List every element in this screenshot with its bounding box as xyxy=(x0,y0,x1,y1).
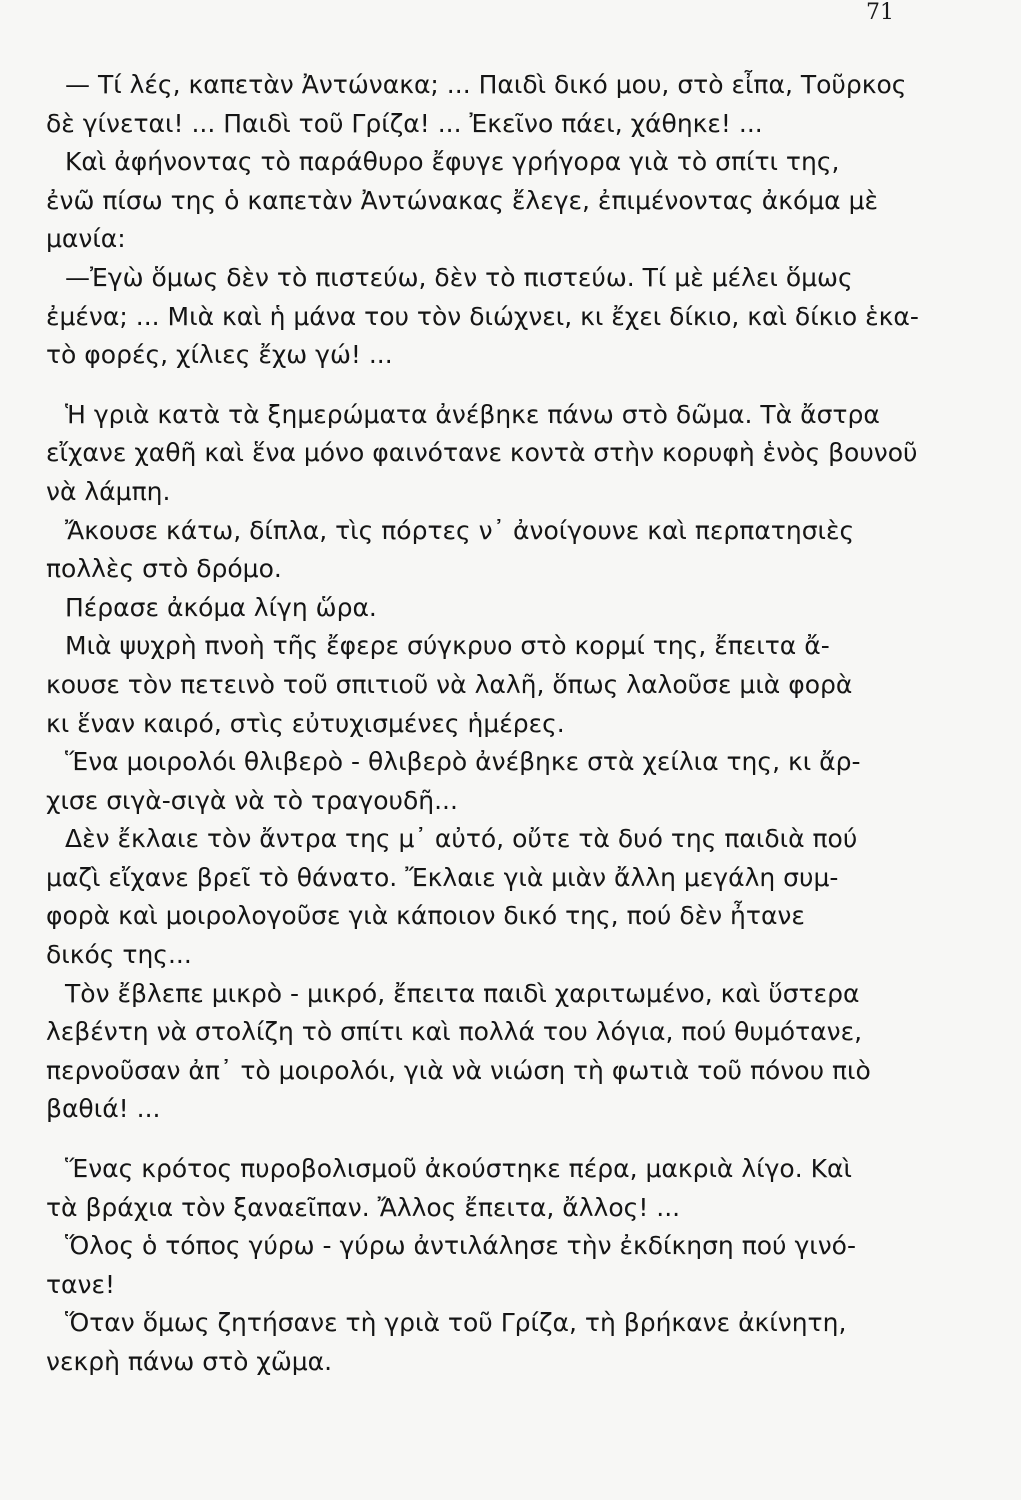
paragraph-gap xyxy=(46,375,906,396)
text-line: περνοῦσαν ἀπ᾿ τὸ μοιρολόι, γιὰ νὰ νιώση τὴ φωτιὰ τοῦ πόνου πιὸ xyxy=(46,1055,871,1085)
text-line: φορὰ καὶ μοιρολογοῦσε γιὰ κάποιον δικό της, πού δὲν ἦτανε xyxy=(46,901,805,931)
text-line: — Τί λές, καπετὰν Ἀντώνακα; ... Παιδὶ δικό μου, στὸ εἶπα, Τοῦρκος xyxy=(65,70,907,99)
text-line: τὰ βράχια τὸν ξαναεῖπαν. Ἄλλος ἔπειτα, ἄλλος! ... xyxy=(46,1192,681,1222)
page-number: 71 xyxy=(866,0,894,25)
text-line: —Ἐγὼ ὅμως δὲν τὸ πιστεύω, δὲν τὸ πιστεύω. Τί μὲ μέλει ὅμως xyxy=(65,262,853,292)
text-line: Καὶ ἀφήνοντας τὸ παράθυρο ἔφυγε γρήγορα γιὰ τὸ σπίτι της, xyxy=(65,147,840,177)
text-line: Ὅλος ὁ τόπος γύρω - γύρω ἀντιλάλησε τὴν ἐκδίκηση πού γινό- xyxy=(65,1231,857,1261)
text-line: Τὸν ἔβλεπε μικρὸ - μικρό, ἔπειτα παιδὶ χαριτωμένο, καὶ ὕστερα xyxy=(65,978,860,1008)
text-line: βαθιά! ... xyxy=(46,1094,161,1124)
text-line: δικός της... xyxy=(46,940,192,970)
paragraph-gap xyxy=(46,1129,906,1150)
text-line: ἐνῶ πίσω της ὁ καπετὰν Ἀντώνακας ἔλεγε, ἐπιμένοντας ἀκόμα μὲ xyxy=(46,185,879,215)
text-line: Ἕνα μοιρολόι θλιβερὸ - θλιβερὸ ἀνέβηκε στὰ χείλια της, κι ἄρ- xyxy=(65,747,861,777)
text-line: χισε σιγὰ-σιγὰ νὰ τὸ τραγουδῆ... xyxy=(46,785,458,815)
text-line: Ἡ γριὰ κατὰ τὰ ξημερώματα ἀνέβηκε πάνω στὸ δῶμα. Τὰ ἄστρα xyxy=(65,399,880,429)
text-line: εἴχανε χαθῆ καὶ ἕνα μόνο φαινότανε κοντὰ στὴν κορυφὴ ἑνὸς βουνοῦ xyxy=(46,438,918,468)
text-line: Ὅταν ὅμως ζητήσανε τὴ γριὰ τοῦ Γρίζα, τὴ βρήκανε ἀκίνητη, xyxy=(65,1308,847,1338)
text-line: Ἄκουσε κάτω, δίπλα, τὶς πόρτες ν᾿ ἀνοίγουνε καὶ περπατησιὲς xyxy=(65,515,855,545)
text-line: Πέρασε ἀκόμα λίγη ὥρα. xyxy=(65,592,377,622)
text-line: κουσε τὸν πετεινὸ τοῦ σπιτιοῦ νὰ λαλῆ, ὅπως λαλοῦσε μιὰ φορὰ xyxy=(46,669,853,699)
text-line: τὸ φορές, χίλιες ἔχω γώ! ... xyxy=(46,340,393,370)
text-line: λεβέντη νὰ στολίζη τὸ σπίτι καὶ πολλά του λόγια, πού θυμότανε, xyxy=(46,1017,863,1047)
text-line: δὲ γίνεται! ... Παιδὶ τοῦ Γρίζα! ... Ἐκεῖνο πάει, χάθηκε! ... xyxy=(46,108,763,138)
text-line: μανία: xyxy=(46,224,126,254)
text-line: Μιὰ ψυχρὴ πνοὴ τῆς ἔφερε σύγκρυο στὸ κορμί της, ἔπειτα ἄ- xyxy=(65,631,830,661)
text-line: τανε! xyxy=(46,1269,116,1299)
text-line: κι ἕναν καιρό, στὶς εὐτυχισμένες ἡμέρες. xyxy=(46,708,565,738)
text-line: μαζὶ εἴχανε βρεῖ τὸ θάνατο. Ἔκλαιε γιὰ μιὰν ἄλλη μεγάλη συμ- xyxy=(46,862,839,892)
text-line: ἐμένα; ... Μιὰ καὶ ἡ μάνα του τὸν διώχνει, κι ἔχει δίκιο, καὶ δίκιο ἑκα- xyxy=(46,301,919,331)
text-line: Δὲν ἔκλαιε τὸν ἄντρα της μ᾿ αὐτό, οὔτε τὰ δυό της παιδιὰ πού xyxy=(65,824,858,854)
body-text xyxy=(46,66,919,1382)
text-line: πολλὲς στὸ δρόμο. xyxy=(46,554,282,584)
text-line: νεκρὴ πάνω στὸ χῶμα. xyxy=(46,1347,333,1376)
text-line: νὰ λάμπη. xyxy=(46,476,171,506)
text-line: Ἕνας κρότος πυροβολισμοῦ ἀκούστηκε πέρα, μακριὰ λίγο. Καὶ xyxy=(65,1154,852,1184)
